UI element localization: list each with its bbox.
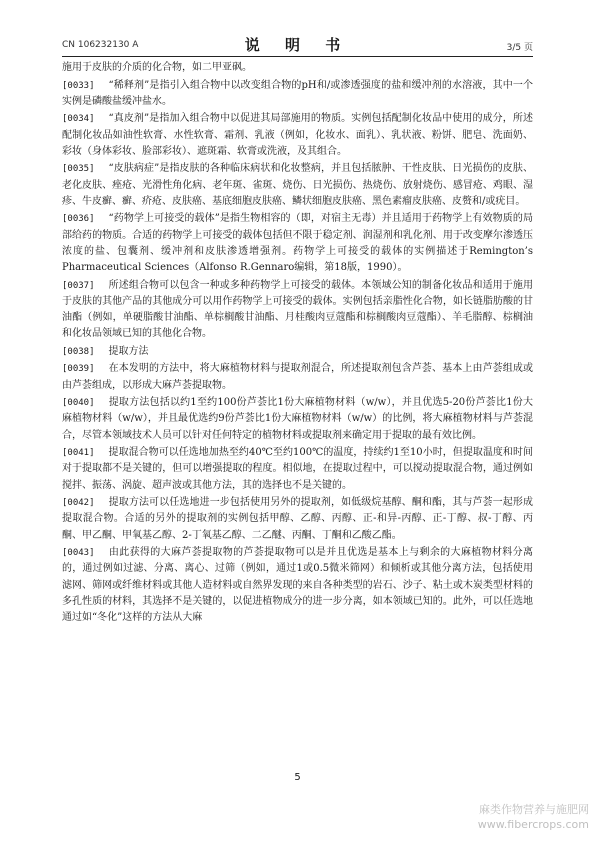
paragraph-text: 提取方法包括以约1至约100份芦荟比1份大麻植物材料（w/w），并且优选5-20份芦荟比1份大麻植物材料（w/w），并且最优选约9份芦荟比1份大麻植物材料（w/w）的比例，将大麻植物材料与芦荟混合，尽管本领域技术人员可以针对任何特定的植物材料或提取剂来确定用于提取的最有效比例。 — [62, 397, 533, 441]
header-divider — [62, 56, 533, 57]
paragraph-number: [0037] — [62, 280, 95, 291]
paragraph-text: “皮肤病症”是指皮肤的各种临床病状和化妆整病，并且包括脓肿、干性皮肤、日光损伤的皮肤、老化皮肤、痤疮、光滑性角化病、老年斑、雀斑、烧伤、日光损伤、热烧伤、放射烧伤、感冒疮、鸡眼、湿疹、牛皮癣、癣、疥疮、皮肤癌、基底细胞皮肤癌、鳞状细胞皮肤癌、黑色素瘤皮肤癌、皮赘和/或疣目。 — [62, 163, 533, 207]
watermark-url: www.fibercrops.com — [477, 818, 589, 831]
paragraph-0034 — [62, 111, 533, 160]
paragraph-number: [0042] — [62, 498, 95, 509]
paragraph-0041 — [62, 445, 533, 494]
paragraph-number: [0043] — [62, 548, 95, 559]
paragraph-text: “真皮剂”是指加入组合物中以促进其局部施用的物质。实例包括配制化妆品中使用的成分，所述配制化妆品如油性软膏、水性软膏、霜剂、乳液（例如，化妆水、面乳）、乳状液、粉饼、肥皂、洗面奶、彩妆（身体彩妆、脸部彩妆）、遮斑霜、软膏或洗液，及其组合。 — [62, 113, 533, 157]
paragraph-text: 在本发明的方法中，将大麻植物材料与提取剂混合，所述提取剂包含芦荟、基本上由芦荟组成或由芦荟组成，以形成大麻芦荟提取物。 — [62, 363, 533, 391]
page-count: 3/5 页 — [506, 43, 533, 53]
paragraph-text: 施用于皮肤的介质的化合物，如二甲亚砜。 — [62, 62, 252, 73]
document-body — [62, 60, 533, 628]
paragraph-text: “药物学上可接受的载体”是指生物相容的（即，对宿主无毒）并且适用于药物学上有效物质的局部给药的物质。合适的药物学上可接受的载体包括但不限于稳定剂、润湿剂和乳化剂、用于改变摩尔渗透压浓度的盐、包囊剂、缓冲剂和皮肤渗透增强剂。药物学上可接受的载体的实例描述于Remington’s Pharmaceutical Sciences（Alfonso R.Gennaro编辑，第18版，1990）。 — [62, 213, 533, 273]
paragraph-number: [0035] — [62, 164, 95, 175]
paragraph-number: [0040] — [62, 398, 95, 409]
paragraph-number: [0036] — [62, 214, 95, 225]
paragraph-number: [0039] — [62, 364, 95, 375]
paragraph-0040 — [62, 395, 533, 444]
paragraph-0035 — [62, 161, 533, 210]
site-watermark — [478, 802, 589, 832]
page-header — [62, 34, 533, 56]
paragraph-text: 提取方法可以任选地进一步包括使用另外的提取剂，如低级烷基醇、酮和酯，其与芦荟一起形成提取混合物。合适的另外的提取剂的实例包括甲醇、乙醇、丙醇、正-和异-丙醇、正-丁醇、叔-丁醇、丙酮、甲乙酮、甲氧基乙醇、2-丁氧基乙醇、二乙醚、丙酮、丁酮和乙酸乙酯。 — [62, 497, 533, 541]
paragraph-0036 — [62, 211, 533, 276]
paragraph-continuation — [62, 60, 533, 76]
paragraph-text: 提取混合物可以任选地加热至约40℃至约100℃的温度，持续约1至10小时，但提取温度和时间对于提取都不是关键的，但可以增强提取的程度。相似地，在提取过程中，可以搅动提取混合物，通过例如搅拌、振荡、涡旋、超声波或其他方法，其的选择也不是关键的。 — [62, 447, 533, 491]
paragraph-0033 — [62, 78, 533, 110]
paragraph-number: [0033] — [62, 80, 95, 91]
paragraph-0039 — [62, 361, 533, 393]
paragraph-number: [0041] — [62, 448, 95, 459]
watermark-site-name: 麻类作物营养与施肥网 — [479, 803, 589, 816]
paragraph-text: “稀释剂”是指引入组合物中以改变组合物的pH和/或渗透强度的盐和缓冲剂的水溶液，其中一个实例是磷酸盐缓冲盐水。 — [62, 79, 533, 107]
page-number: 5 — [294, 772, 301, 783]
paragraph-0042 — [62, 495, 533, 544]
section-heading: 提取方法 — [108, 345, 149, 357]
paragraph-text: 由此获得的大麻芦荟提取物的芦荟提取物可以是并且优选是基本上与剩余的大麻植物材料分离的，通过例如过滤、分离、离心、过筛（例如，通过1或0.5微米筛网）和倾析或其他分离方法，包括使用滤网、筛网或纤维材料或其他人造材料或自然界发现的来自各种类型的岩石、沙子、粘土或木炭类型材料的多孔性质的材料，其选择不是关键的，以促进植物成分的进一步分离，如本领域已知的。此外，可以任选地通过如“冬化”这样的方法从大麻 — [62, 547, 533, 623]
paragraph-text: 所述组合物可以包含一种或多种药物学上可接受的载体。本领域公知的制备化妆品和适用于施用于皮肤的其他产品的其他成分可以用作药物学上可接受的载体。实例包括亲脂性化合物，如长链脂肪酸的甘油酯（例如，单硬脂酸甘油酯、单棕榈酸甘油酯、月桂酸肉豆蔻酯和棕榈酸肉豆蔻酯）、羊毛脂醇、棕榈油和化妆品领域已知的其他化合物。 — [62, 279, 533, 340]
paragraph-0043 — [62, 545, 533, 626]
paragraph-number: [0038] — [62, 346, 95, 357]
publication-number: CN 106232130 A — [62, 40, 139, 50]
paragraph-0037 — [62, 278, 533, 343]
paragraph-0038 — [62, 344, 533, 360]
paragraph-number: [0034] — [62, 114, 95, 125]
document-title: 说 明 书 — [244, 36, 351, 54]
